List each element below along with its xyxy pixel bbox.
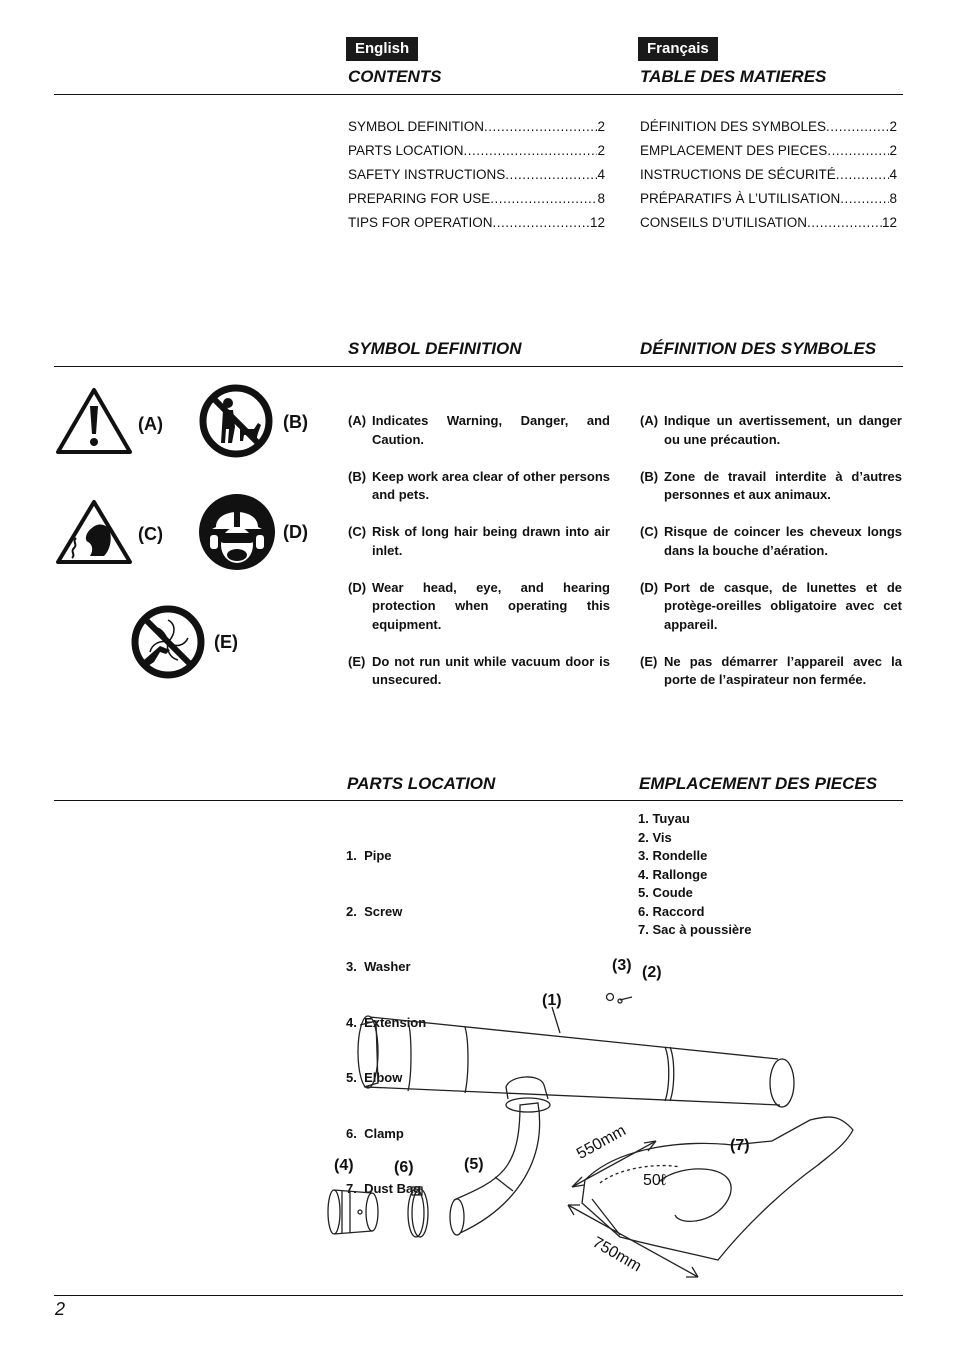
ppe-helmet-goggles-icon [198, 493, 276, 571]
washer-part [607, 994, 614, 1001]
section-rule [54, 366, 903, 367]
figure-label-3: (3) [612, 957, 632, 974]
section-rule [54, 800, 903, 801]
figure-label-4: (4) [334, 1157, 354, 1174]
figure-label-6: (6) [394, 1159, 414, 1176]
pipe-part [358, 1007, 794, 1107]
screw-part [618, 997, 632, 1003]
symbol-item: (E) Do not run unit while vacuum door is unsecured. [348, 653, 610, 687]
warning-triangle-icon [54, 386, 134, 456]
toc-item[interactable]: CONSEILS D’UTILISATION ..... 12 [640, 211, 897, 235]
lang-tag-english: English [346, 37, 418, 61]
toc-item[interactable]: PREPARING FOR USE ..... 8 [348, 187, 605, 211]
symbol-item: (C) Risque de coincer les cheveux longs dans la bouche d’aération. [640, 524, 902, 558]
symbol-item: (A) Indicates Warning, Danger, and Caution. [348, 413, 610, 447]
extension-part [328, 1190, 378, 1234]
parts-list-item: 6. Raccord [638, 903, 705, 919]
symbol-item: (B) Zone de travail interdite à d’autres personnes et aux animaux. [640, 468, 902, 502]
symbol-label-b: (B) [283, 412, 308, 432]
toc-en [348, 115, 605, 235]
parts-list-item: 1. Pipe [346, 848, 392, 863]
parts-list-item: 3. Washer [346, 959, 411, 974]
parts-list-item: 3. Rondelle [638, 848, 708, 863]
symbol-label-e: (E) [214, 632, 238, 652]
symbols-title-fr: DÉFINITION DES SYMBOLES [640, 339, 877, 358]
parts-list-item: 7. Sac à poussière [638, 922, 752, 937]
parts-list-item: 5. Coude [638, 885, 693, 900]
parts-list-item: 4. Rallonge [638, 866, 708, 882]
section-rule [54, 94, 903, 95]
page-number: 2 [55, 1299, 66, 1319]
symbols-title-en: SYMBOL DEFINITION [348, 339, 522, 358]
symbol-list-en [348, 412, 610, 708]
symbol-item: (D) Port de casque, de lunettes et de protège-oreilles obligatoire avec cet appareil. [640, 579, 902, 632]
parts-title-fr: EMPLACEMENT DES PIECES [639, 774, 878, 793]
no-hand-in-intake-icon [130, 604, 206, 680]
toc-item[interactable]: PRÉPARATIFS À L’UTILISATION ..... 8 [640, 187, 897, 211]
parts-list-item: 2. Vis [638, 829, 672, 845]
symbol-label-d: (D) [283, 522, 308, 542]
toc-item[interactable]: INSTRUCTIONS DE SÉCURITÉ ..... 4 [640, 163, 897, 187]
toc-item[interactable]: DÉFINITION DES SYMBOLES ..... 2 [640, 115, 897, 139]
toc-fr [640, 115, 897, 235]
parts-title-en: PARTS LOCATION [347, 774, 496, 793]
symbol-item: (A) Indique un avertissement, un danger ou une précaution. [640, 413, 902, 447]
toc-item[interactable]: EMPLACEMENT DES PIECES ..... 2 [640, 139, 897, 163]
parts-list-item: 2. Screw [346, 903, 403, 919]
clamp-part [408, 1187, 428, 1237]
no-bystanders-icon [198, 383, 274, 459]
figure-label-5: (5) [464, 1156, 484, 1173]
symbol-label-a: (A) [138, 414, 163, 434]
footer-rule [54, 1295, 903, 1296]
toc-item[interactable]: SAFETY INSTRUCTIONS ..... 4 [348, 163, 605, 187]
toc-item[interactable]: TIPS FOR OPERATION ..... 12 [348, 211, 605, 235]
symbol-item: (D) Wear head, eye, and hearing protection when operating this equipment. [348, 579, 610, 632]
symbol-label-c: (C) [138, 524, 163, 544]
parts-list-item: 7. Dust Bag [346, 1181, 422, 1196]
contents-title-en: CONTENTS [348, 67, 442, 86]
toc-item[interactable]: SYMBOL DEFINITION ..... 2 [348, 115, 605, 139]
symbol-item: (E) Ne pas démarrer l’appareil avec la porte de l’aspirateur non fermée. [640, 653, 902, 687]
symbol-item: (B) Keep work area clear of other persons and pets. [348, 468, 610, 502]
parts-list-item: 6. Clamp [346, 1125, 404, 1141]
dimension-length-label: 750mm [589, 1234, 645, 1276]
lang-tag-french: Français [638, 37, 718, 61]
figure-label-7: (7) [730, 1137, 750, 1154]
parts-list-item: 5. Elbow [346, 1070, 403, 1085]
parts-list-item: 4. Extension [346, 1014, 427, 1030]
symbol-list-fr [640, 412, 902, 708]
figure-label-1: (1) [542, 992, 562, 1009]
dimension-width-label: 550mm [574, 1122, 629, 1163]
parts-list-fr [638, 810, 751, 940]
parts-list-item: 1. Tuyau [638, 811, 690, 826]
symbol-item: (C) Risk of long hair being drawn into air inlet. [348, 524, 610, 558]
contents-title-fr: TABLE DES MATIERES [640, 67, 827, 86]
toc-item[interactable]: PARTS LOCATION ..... 2 [348, 139, 605, 163]
hair-hazard-icon [54, 498, 134, 566]
parts-diagram [320, 955, 900, 1285]
capacity-label: 50ℓ [643, 1172, 666, 1189]
figure-label-2: (2) [642, 964, 662, 981]
